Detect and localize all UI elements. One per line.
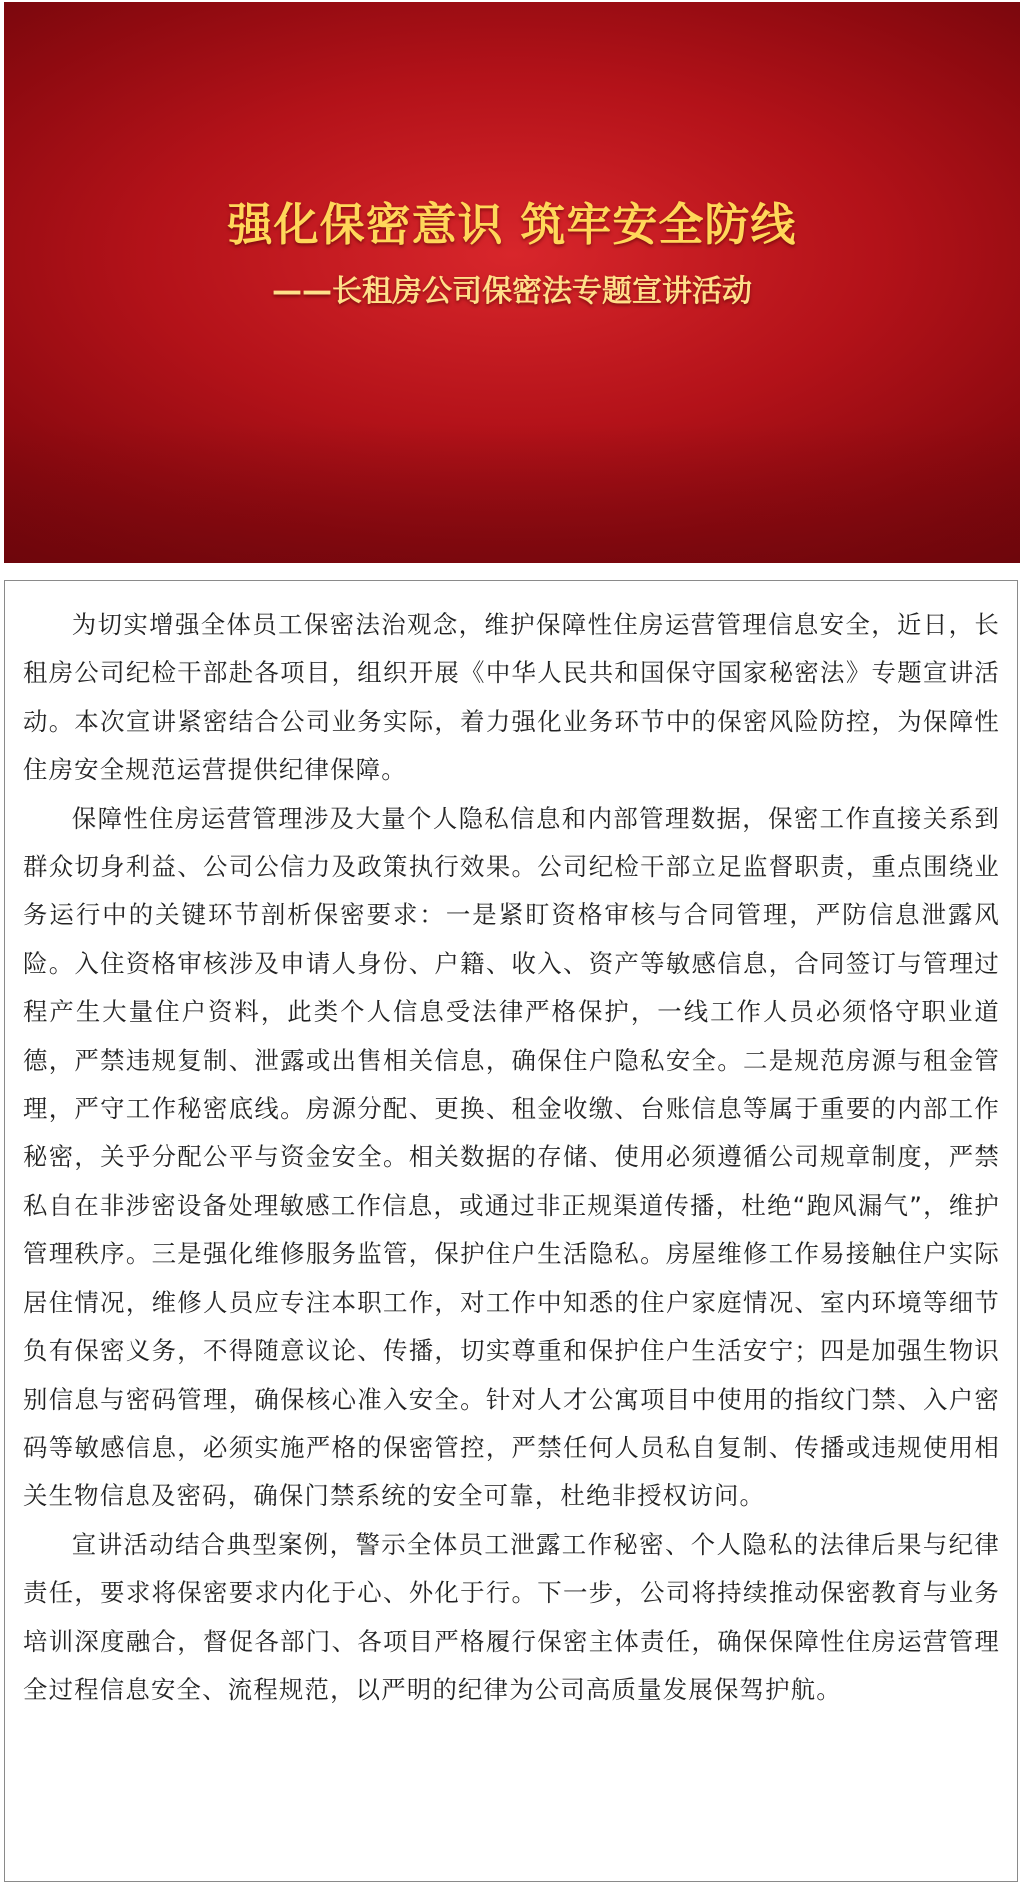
banner-title: 强化保密意识 筑牢安全防线 — [227, 198, 797, 251]
article-paragraph-2: 保障性住房运营管理涉及大量个人隐私信息和内部管理数据，保密工作直接关系到群众切身利益、公司公信力及政策执行效果。公司纪检干部立足监督职责，重点围绕业务运行中的关键环节剖析保密要求：一是紧盯资格审核与合同管理，严防信息泄露风险。入住资格审核涉及申请人身份、户籍、收入、资产等敏感信息，合同签订与管理过程产生大量住户资料，此类个人信息受法律严格保护，一线工作人员必须恪守职业道德，严禁违规复制、泄露或出售相关信息，确保住户隐私安全。二是规范房源与租金管理，严守工作秘密底线。房源分配、更换、租金收缴、台账信息等属于重要的内部工作秘密，关乎分配公平与资金安全。相关数据的存储、使用必须遵循公司规章制度，严禁私自在非涉密设备处理敏感工作信息，或通过非正规渠道传播，杜绝“跑风漏气”，维护管理秩序。三是强化维修服务监管，保护住户生活隐私。房屋维修工作易接触住户实际居住情况，维修人员应专注本职工作，对工作中知悉的住户家庭情况、室内环境等细节负有保密义务，不得随意议论、传播，切实尊重和保护住户生活安宁；四是加强生物识别信息与密码管理，确保核心准入安全。针对人才公寓项目中使用的指纹门禁、入户密码等敏感信息，必须实施严格的保密管控，严禁任何人员私自复制、传播或违规使用相关生物信息及密码，确保门禁系统的安全可靠，杜绝非授权访问。 — [23, 803, 1000, 1511]
banner-subtitle: ——长租房公司保密法专题宣讲活动 — [272, 274, 752, 309]
article-paragraph-3: 宣讲活动结合典型案例，警示全体员工泄露工作秘密、个人隐私的法律后果与纪律责任，要求将保密要求内化于心、外化于行。下一步，公司将持续推动保密教育与业务培训深度融合，督促各部门、各项目严格履行保密主体责任，确保保障性住房运营管理全过程信息安全、流程规范，以严明的纪律为公司高质量发展保驾护航。 — [23, 1529, 1000, 1704]
article-paragraph-1: 为切实增强全体员工保密法治观念，维护保障性住房运营管理信息安全，近日，长租房公司纪检干部赴各项目，组织开展《中华人民共和国保守国家秘密法》专题宣讲活动。本次宣讲紧密结合公司业务实际，着力强化业务环节中的保密风险防控，为保障性住房安全规范运营提供纪律保障。 — [23, 610, 1000, 785]
article-body — [4, 580, 1018, 1882]
header-banner — [4, 2, 1020, 563]
